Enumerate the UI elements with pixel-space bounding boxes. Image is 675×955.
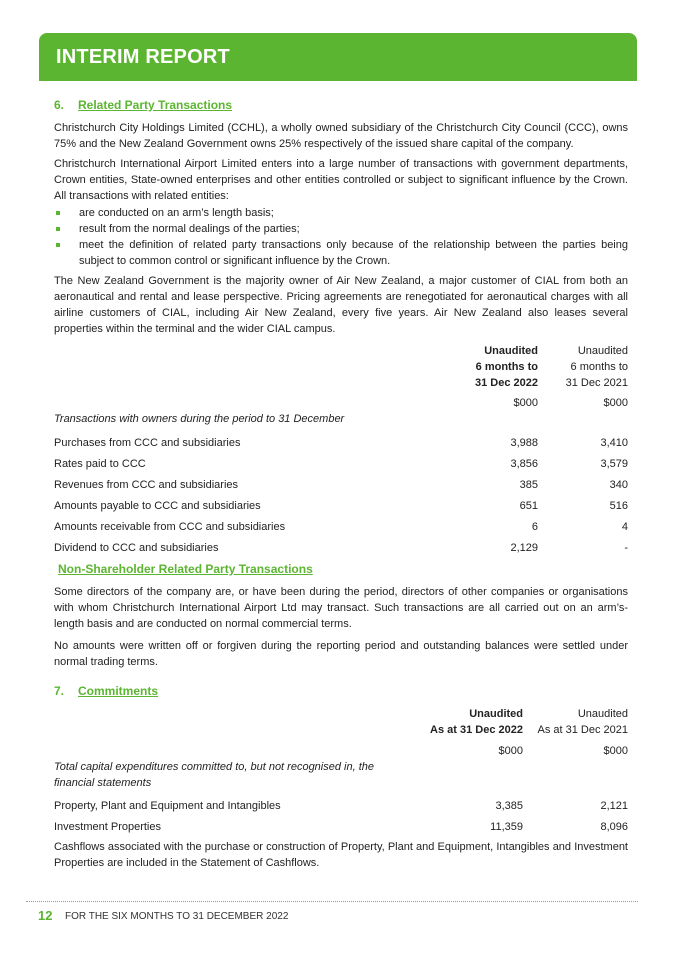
table-caption: Transactions with owners during the period to 31 December bbox=[54, 413, 345, 425]
page-content bbox=[54, 96, 628, 875]
table-row: Amounts receivable from CCC and subsidiaries 6 4 bbox=[54, 521, 628, 533]
table-row: Amounts payable to CCC and subsidiaries 651 516 bbox=[54, 500, 628, 512]
footer-divider bbox=[26, 901, 638, 902]
list-item: meet the definition of related party transactions only because of the relationship between the parties being subject to common control or significant influence by the Crown. bbox=[54, 237, 628, 269]
non-shareholder-heading: Non-Shareholder Related Party Transactions bbox=[58, 562, 313, 576]
section-6-para-5: No amounts were written off or forgiven during the reporting period and outstanding balances were settled under normal trading terms. bbox=[54, 640, 628, 668]
table-row: Investment Properties 11,359 8,096 bbox=[54, 821, 628, 833]
section-6-number: 6. bbox=[54, 98, 65, 112]
table-row: Rates paid to CCC 3,856 3,579 bbox=[54, 458, 628, 470]
section-7-para-1: Cashflows associated with the purchase or construction of Property, Plant and Equipment, Intangibles and Investment Properties are included in the Statement of Cashflows. bbox=[54, 841, 628, 869]
section-6-para-4: Some directors of the company are, or have been during the period, directors of other companies or organisations with whom Christchurch International Airport Ltd may transact. Such transactions are all carried out on an arm’s-length basis and are conducted on normal commercial terms. bbox=[54, 586, 628, 630]
table-row: Revenues from CCC and subsidiaries 385 340 bbox=[54, 479, 628, 491]
table-unit-row: $000 $000 bbox=[498, 745, 628, 757]
table-row: Purchases from CCC and subsidiaries 3,988 3,410 bbox=[54, 437, 628, 449]
section-6-para-2: Christchurch International Airport Limited enters into a large number of transactions with government departments, Crown entities, State-owned enterprises and other entities controlled or subject to significant influence by the Crown. All transactions with related entities: bbox=[54, 158, 628, 202]
list-item: result from the normal dealings of the parties; bbox=[54, 221, 628, 237]
table-caption-row bbox=[54, 759, 628, 798]
section-6-para-1: Christchurch City Holdings Limited (CCHL), a wholly owned subsidiary of the Christchurch City Council (CCC), owns 75% and the New Zealand Government owns 25% respectively of the issued share capital of the company. bbox=[54, 122, 628, 150]
col-header-2021: Unaudited 6 months to 31 Dec 2021 bbox=[565, 345, 628, 389]
col-header-2022: Unaudited 6 months to 31 Dec 2022 bbox=[475, 345, 538, 389]
section-7-number: 7. bbox=[54, 684, 65, 698]
page-number: 12 bbox=[38, 908, 53, 923]
section-6-title: Related Party Transactions bbox=[78, 98, 233, 112]
section-6-para-3: The New Zealand Government is the majority owner of Air New Zealand, a major customer of CIAL from both an aeronautical and rental and lease perspective. Pricing agreements are renegotiated for aeronautical charges with all airline customers of CIAL, including Air New Zealand, every five years. Air New Zealand also leases several properties within the terminal and the wider CIAL campus. bbox=[54, 275, 628, 335]
table-caption: Total capital expenditures committed to, but not recognised in, the financial statements bbox=[54, 761, 375, 789]
section-7-title: Commitments bbox=[78, 684, 159, 698]
related-entities-list bbox=[54, 205, 628, 269]
col-header-2022: Unaudited As at 31 Dec 2022 bbox=[430, 708, 523, 736]
table-unit-row: $000 $000 bbox=[513, 397, 628, 409]
bullet-icon bbox=[56, 227, 60, 231]
table-row: Dividend to CCC and subsidiaries 2,129 - bbox=[54, 542, 628, 554]
report-banner bbox=[39, 33, 637, 81]
commitments-table bbox=[54, 706, 628, 839]
footer-text: FOR THE SIX MONTHS TO 31 DECEMBER 2022 bbox=[65, 911, 289, 922]
section-7-heading bbox=[54, 682, 628, 700]
table-caption-row bbox=[54, 411, 628, 435]
bullet-icon bbox=[56, 243, 60, 247]
section-6-heading bbox=[54, 96, 628, 114]
table-header-row bbox=[54, 343, 628, 391]
related-party-table bbox=[54, 343, 628, 556]
report-title: INTERIM REPORT bbox=[56, 46, 230, 68]
table-row: Property, Plant and Equipment and Intangibles 3,385 2,121 bbox=[54, 800, 628, 812]
bullet-icon bbox=[56, 211, 60, 215]
col-header-2021: Unaudited As at 31 Dec 2021 bbox=[537, 708, 628, 736]
table-header-row bbox=[54, 706, 628, 738]
list-item: are conducted on an arm’s length basis; bbox=[54, 205, 628, 221]
